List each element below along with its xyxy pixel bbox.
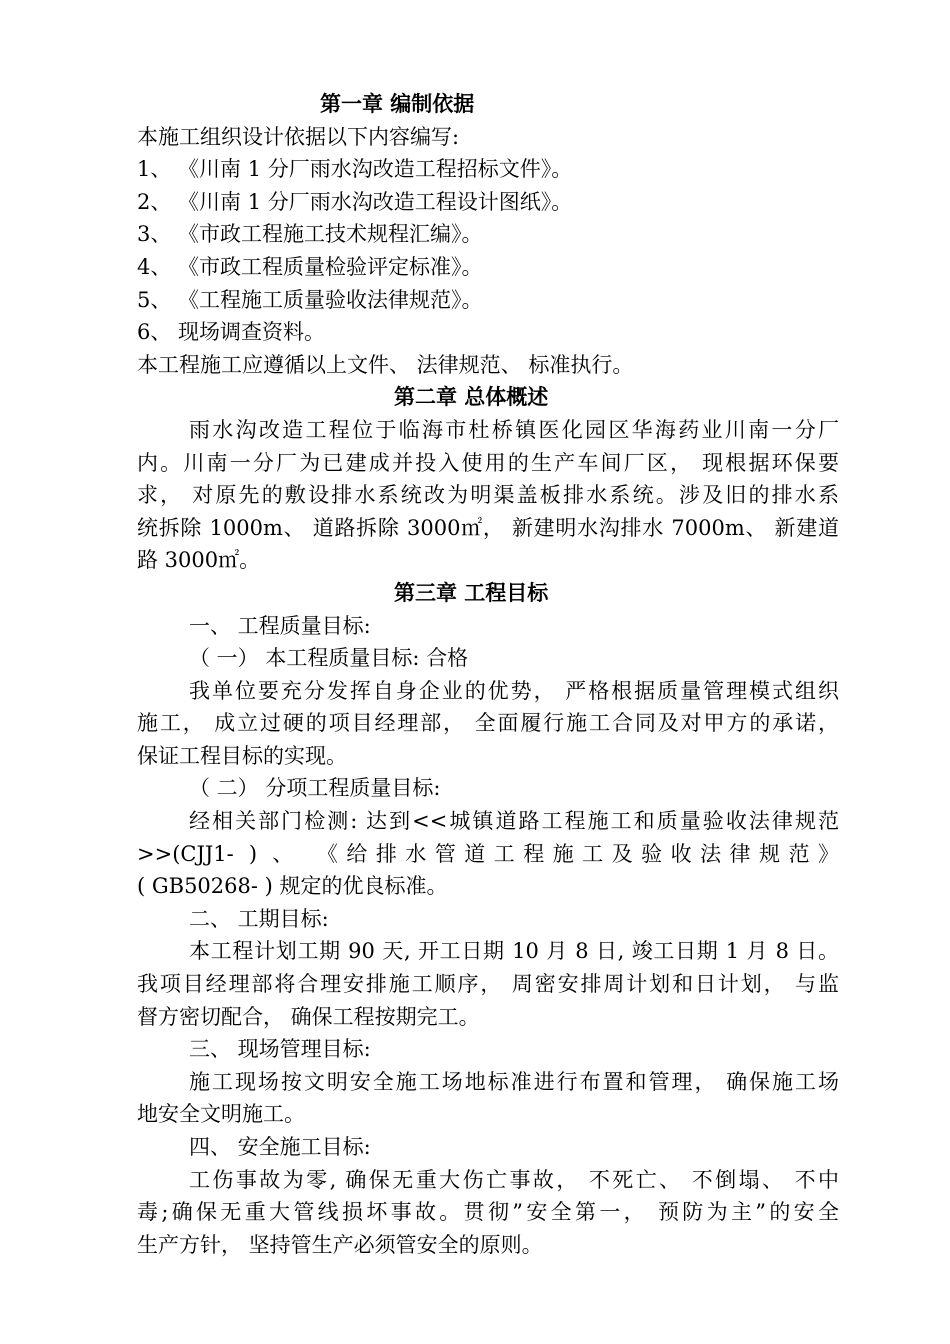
basis-item-3: 3、 《市政工程施工技术规程汇编》。 <box>137 222 483 247</box>
quality-sub2-line-2: >>(CJJ1- ) 、 《给排水管道工程施工及验收法律规范》 <box>137 841 839 866</box>
safety-line-2: 毒;确保无重大管线损坏事故。贯彻”安全第一， 预防为主”的安全 <box>137 1200 839 1225</box>
chapter-3-title: 第三章 工程目标 <box>394 580 549 605</box>
overview-line-3: 求， 对原先的敷设排水系统改为明渠盖板排水系统。涉及旧的排水系 <box>137 483 839 508</box>
schedule-line-1: 本工程计划工期 90 天, 开工日期 10 月 8 日, 竣工日期 1 月 8 日。 <box>189 939 839 964</box>
quality-sub2-heading: （ 二） 分项工程质量目标: <box>189 776 441 801</box>
quality-sub2-line-3: ( GB50268- ) 规定的优良标准。 <box>137 874 448 899</box>
overview-line-1: 雨水沟改造工程位于临海市杜桥镇医化园区华海药业川南一分厂 <box>189 417 839 442</box>
site-line-2: 地安全文明施工。 <box>137 1102 305 1127</box>
chapter-2-title: 第二章 总体概述 <box>394 385 549 410</box>
site-heading: 三、 现场管理目标: <box>189 1037 371 1062</box>
chapter-1-title: 第一章 编制依据 <box>320 92 475 116</box>
chapter-1-closing: 本工程施工应遵循以上文件、 法律规范、 标准执行。 <box>137 352 634 377</box>
safety-line-1: 工伤事故为零, 确保无重大伤亡事故， 不死亡、 不倒塌、 不中 <box>189 1167 839 1192</box>
safety-heading: 四、 安全施工目标: <box>189 1135 371 1159</box>
quality-sub1-line-2: 施工， 成立过硬的项目经理部， 全面履行施工合同及对甲方的承诺， <box>137 711 839 736</box>
schedule-line-3: 督方密切配合， 确保工程按期完工。 <box>137 1004 480 1029</box>
quality-sub1-line-3: 保证工程目标的实现。 <box>137 743 347 768</box>
overview-line-5: 路 3000㎡。 <box>137 548 261 573</box>
basis-item-4: 4、 《市政工程质量检验评定标准》。 <box>137 254 483 279</box>
overview-line-4: 统拆除 1000m、 道路拆除 3000㎡， 新建明水沟排水 7000m、 新建道 <box>137 515 839 540</box>
overview-line-2: 内。川南一分厂为已建成并投入使用的生产车间厂区， 现根据环保要 <box>137 450 839 475</box>
quality-sub2-line-1: 经相关部门检测: 达到<<城镇道路工程施工和质量验收法律规范 <box>189 809 839 834</box>
basis-item-2: 2、 《川南 1 分厂雨水沟改造工程设计图纸》。 <box>137 189 573 214</box>
quality-sub1-line-1: 我单位要充分发挥自身企业的优势， 严格根据质量管理模式组织 <box>189 678 839 703</box>
chapter-1-intro: 本施工组织设计依据以下内容编写: <box>137 124 460 149</box>
quality-sub1-heading: （ 一） 本工程质量目标: 合格 <box>189 646 469 671</box>
schedule-line-2: 我项目经理部将合理安排施工顺序， 周密安排周计划和日计划， 与监 <box>137 972 839 997</box>
document-body <box>137 88 839 1261</box>
quality-heading: 一、 工程质量目标: <box>189 613 371 638</box>
basis-item-6: 6、 现场调查资料。 <box>137 320 326 345</box>
schedule-heading: 二、 工期目标: <box>189 906 329 931</box>
site-line-1: 施工现场按文明安全施工场地标准进行布置和管理， 确保施工场 <box>189 1069 839 1094</box>
basis-item-5: 5、 《工程施工质量验收法律规范》。 <box>137 287 483 312</box>
safety-line-3: 生产方针， 坚持管生产必须管安全的原则。 <box>137 1232 543 1257</box>
basis-item-1: 1、 《川南 1 分厂雨水沟改造工程招标文件》。 <box>137 157 573 182</box>
